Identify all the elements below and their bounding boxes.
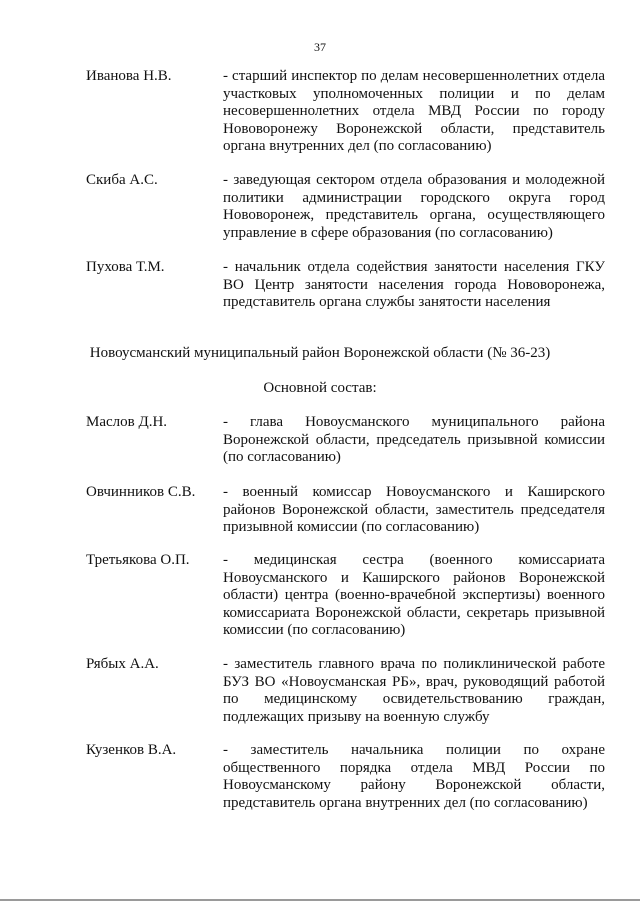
member-role: - заведующая сектором отдела образования и молодежной политики администрации городского округа город Нововоронеж, представитель органа, осуществляющего управление в сфере образования (по согласованию) bbox=[223, 172, 605, 241]
member-role: - глава Новоусманского муниципального района Воронежской области, председатель призывной комиссии (по согласованию) bbox=[223, 414, 605, 466]
member-name: Иванова Н.В. bbox=[86, 68, 172, 84]
member-role: - старший инспектор по делам несовершеннолетних отдела участковых уполномоченных полиции и по делам несовершеннолетних отдела МВД России по городу Нововоронежу Воронежской области, представитель органа внутренних дел (по согласованию) bbox=[223, 68, 605, 155]
member-role: - военный комиссар Новоусманского и Каширского районов Воронежской области, заместитель председателя призывной комиссии (по согласованию) bbox=[223, 484, 605, 536]
section-heading: Новоусманский муниципальный район Воронежской области (№ 36-23) bbox=[89, 345, 551, 361]
member-name: Третьякова О.П. bbox=[86, 552, 190, 568]
member-name: Маслов Д.Н. bbox=[86, 414, 168, 430]
member-role: - заместитель главного врача по поликлинической работе БУЗ ВО «Новоусманская РБ», врач, руководящий работой по медицинскому освидетельствованию граждан, подлежащих призыву на военную службу bbox=[223, 656, 605, 725]
member-name: Овчинников С.В. bbox=[86, 484, 196, 500]
member-role: - начальник отдела содействия занятости населения ГКУ ВО Центр занятости населения города Нововоронежа, представитель органа службы занятости населения bbox=[223, 259, 605, 311]
member-name: Кузенков В.А. bbox=[86, 742, 177, 758]
member-name: Пухова Т.М. bbox=[86, 259, 165, 275]
member-role: - медицинская сестра (военного комиссариата Новоусманского и Каширского районов Воронежской области) центра (военно-врачебной экспертизы) военного комиссариата Воронежской области, секретарь призывной комиссии (по согласованию) bbox=[223, 552, 605, 639]
page-number: 37 bbox=[314, 40, 326, 54]
member-name: Рябых А.А. bbox=[86, 656, 159, 672]
subsection-heading: Основной состав: bbox=[263, 380, 377, 396]
page-bottom-edge bbox=[0, 899, 640, 901]
member-name: Скиба А.С. bbox=[86, 172, 158, 188]
member-role: - заместитель начальника полиции по охране общественного порядка отдела МВД России по Новоусманскому району Воронежской области, представитель органа внутренних дел (по согласованию) bbox=[223, 742, 605, 811]
